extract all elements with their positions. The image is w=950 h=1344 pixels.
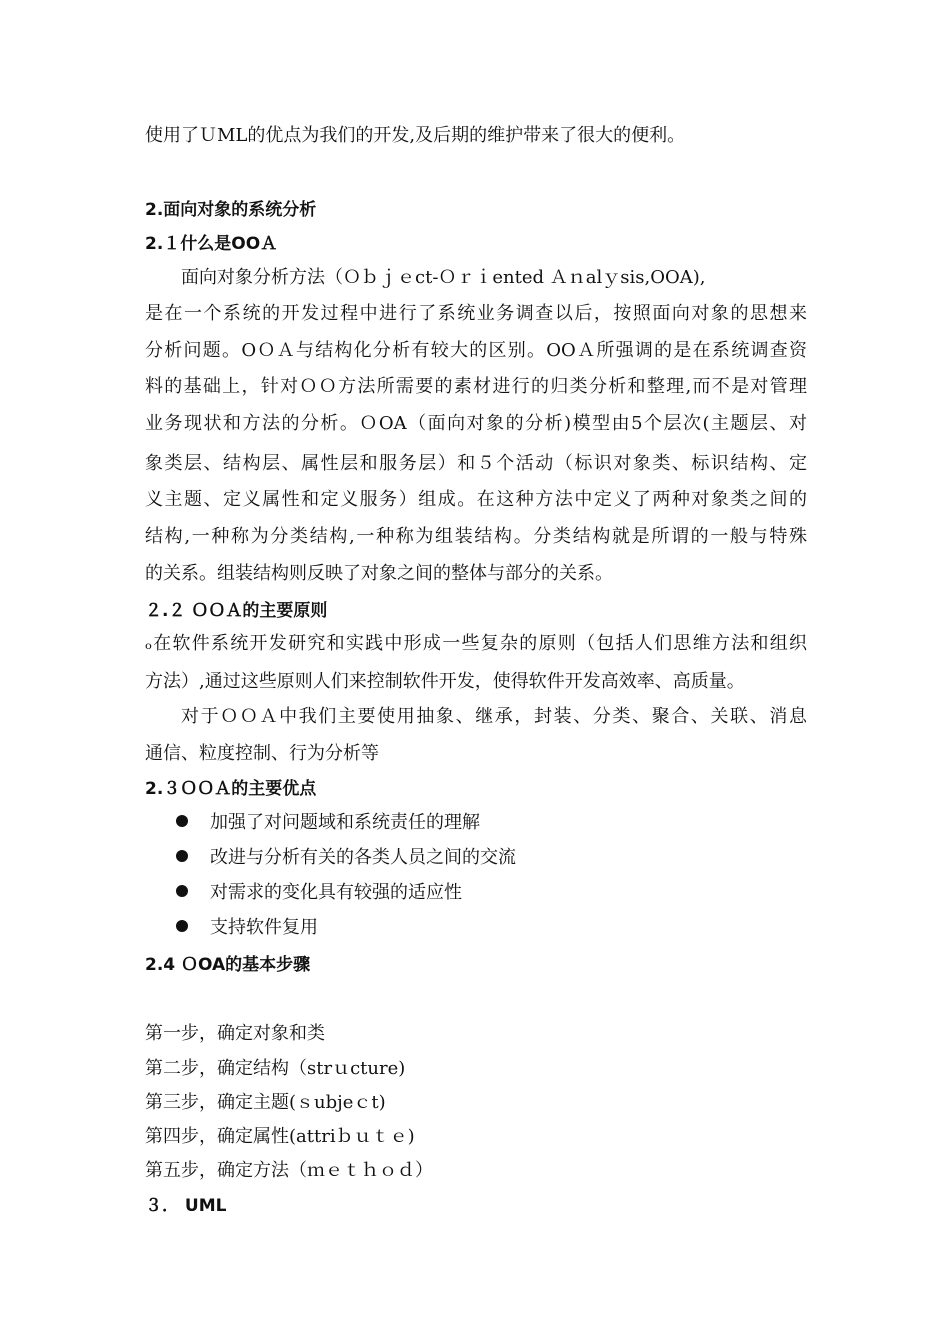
sub21-paragraph-line-3: 分析问题。OＯＡ与结构化分析有较大的区别。OOＡ所强调的是在系统调查资: [145, 340, 807, 361]
sub24-heading: 2.4 ＯOA的基本步骤: [145, 955, 311, 975]
bullet-text: 支持软件复用: [210, 917, 318, 938]
section2-heading: 2.面向对象的系统分析: [145, 200, 317, 220]
section3-heading: ３． UML: [145, 1196, 227, 1216]
step-item: 第三步，确定主题(ｓubjeｃt): [145, 1092, 386, 1113]
sub22-paragraph2-line-2: 通信、粒度控制、行为分析等: [145, 743, 379, 764]
bullet-dot-icon: [176, 920, 188, 932]
bullet-item: [176, 811, 480, 835]
step-item: 第一步，确定对象和类: [145, 1023, 325, 1044]
sub21-paragraph-line-9: 的关系。组装结构则反映了对象之间的整体与部分的关系。: [145, 563, 613, 584]
intro-line: 使用了ＵML的优点为我们的开发,及后期的维护带来了很大的便利。: [145, 125, 686, 146]
sub23-heading: 2.３ＯＯＡ的主要优点: [145, 779, 317, 799]
bullet-item: [176, 846, 516, 870]
sub21-paragraph-line-7: 义主题、定义属性和定义服务）组成。在这种方法中定义了两种对象类之间的: [145, 489, 807, 510]
bullet-text: 改进与分析有关的各类人员之间的交流: [210, 847, 516, 868]
sub21-heading: 2.１什么是OOＡ: [145, 234, 278, 254]
step-item: 第五步，确定方法（ｍｅｔｈｏｄ）: [145, 1160, 433, 1181]
bullet-item: [176, 916, 318, 940]
bullet-item: [176, 881, 462, 905]
bullet-dot-icon: [176, 850, 188, 862]
sub21-paragraph-line-6: 象类层、结构层、属性层和服务层）和５个活动（标识对象类、标识结构、定: [145, 453, 807, 474]
sub22-heading: ２.２ ＯＯＡ的主要原则: [145, 601, 328, 621]
bullet-dot-icon: [176, 815, 188, 827]
step-item: 第四步，确定属性(attriｂｕｔｅ): [145, 1126, 415, 1147]
sub21-paragraph-line-2: 是在一个系统的开发过程中进行了系统业务调查以后，按照面向对象的思想来: [145, 303, 807, 324]
sub22-paragraph-line-1: ₒ在软件系统开发研究和实践中形成一些复杂的原则（包括人们思维方法和组织: [145, 633, 807, 654]
sub22-paragraph-line-2: 方法）,通过这些原则人们来控制软件开发，使得软件开发高效率、高质量。: [145, 671, 745, 692]
step-item: 第二步，确定结构（strｕcture): [145, 1058, 406, 1079]
bullet-text: 加强了对问题域和系统责任的理解: [210, 812, 480, 833]
sub21-paragraph-line-4: 料的基础上，针对ＯＯ方法所需要的素材进行的归类分析和整理,而不是对管理: [145, 376, 807, 397]
bullet-text: 对需求的变化具有较强的适应性: [210, 882, 462, 903]
sub21-paragraph-line-1: 面向对象分析方法（Ｏｂｊｅct-Ｏｒｉented Ａｎalｙsis,OOA),: [181, 267, 706, 288]
sub21-paragraph-line-5: 业务现状和方法的分析。ＯOA（面向对象的分析)模型由5个层次(主题层、对: [145, 413, 807, 434]
sub21-paragraph-line-8: 结构,一种称为分类结构,一种称为组装结构。分类结构就是所谓的一般与特殊: [145, 526, 807, 547]
bullet-dot-icon: [176, 885, 188, 897]
sub22-paragraph2-line-1: 对于ＯＯＡ中我们主要使用抽象、继承，封装、分类、聚合、关联、消息: [181, 706, 807, 727]
